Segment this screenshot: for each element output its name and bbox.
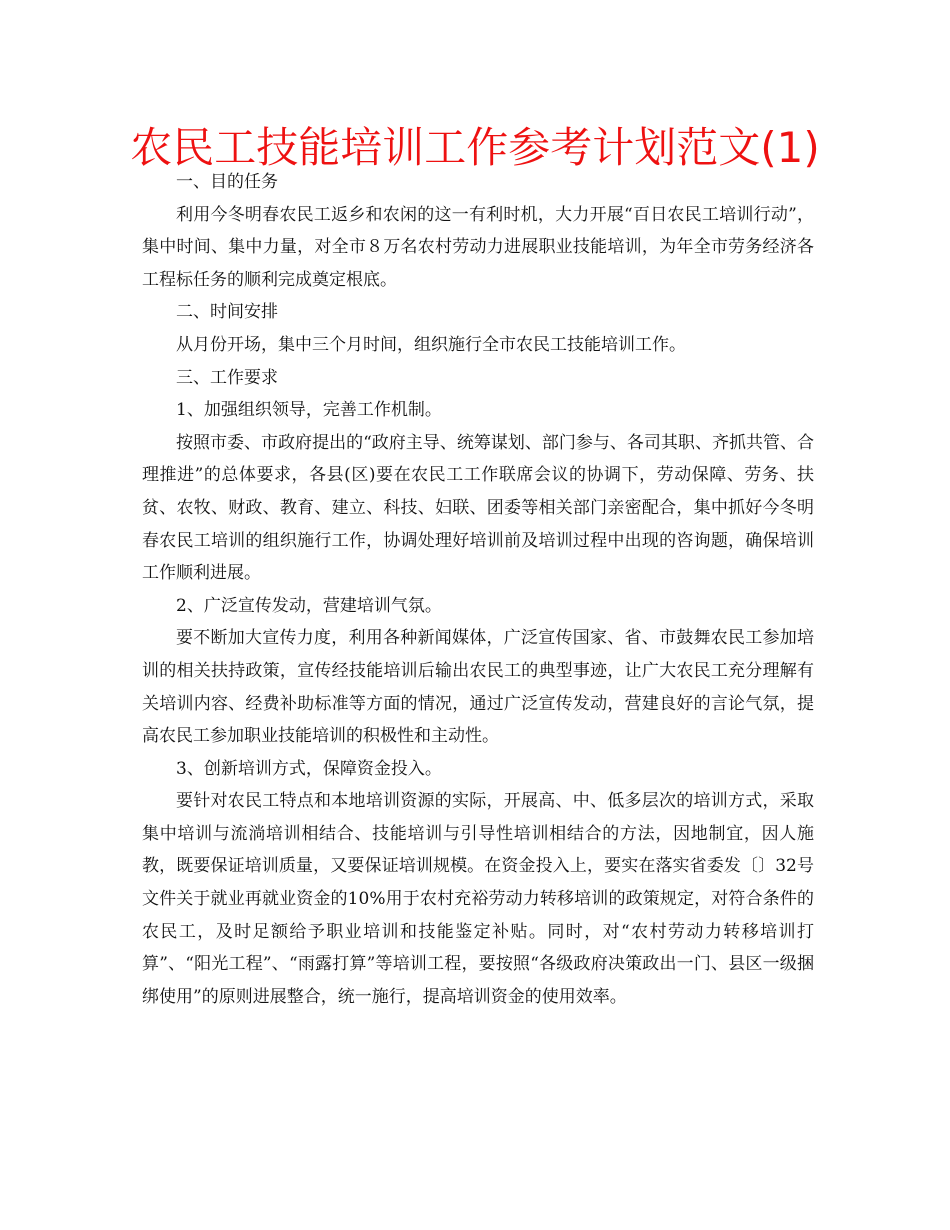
subheading-training-method: 3、创新培训方式，保障资金投入。	[176, 758, 442, 779]
paragraph-training-method: 要针对农民工特点和本地培训资源的实际，开展高、中、低多层次的培训方式，采取集中培训与流淌培训相结合、技能培训与引导性培训相结合的方法，因地制宜，因人施教，既要保证培训质量，又要保证培训规模。在资金投入上，要实在落实省委发〔〕32号文件关于就业再就业资金的10%用于农村充裕劳动力转移培训的政策规定，对符合条件的农民工，及时足额给予职业培训和技能鉴定补贴。同时，对“农村劳动力转移培训打算”、“阳光工程”、“雨露打算”等培训工程，要按照“各级政府决策政出一门、县区一级捆绑使用”的原则进展整合，统一施行，提高培训资金的使用效率。	[142, 791, 814, 1007]
paragraph-schedule: 从月份开场，集中三个月时间，组织施行全市农民工技能培训工作。	[176, 334, 686, 355]
subheading-organization: 1、加强组织领导，完善工作机制。	[176, 400, 442, 421]
paragraph-publicity: 要不断加大宣传力度，利用各种新闻媒体，广泛宣传国家、省、市鼓舞农民工参加培训的相关扶持政策，宣传经技能培训后输出农民工的典型事迹，让广大农民工充分理解有关培训内容、经费补助标准等方面的情况，通过广泛宣传发动，营建良好的言论气氛，提高农民工参加职业技能培训的积极性和主动性。	[142, 628, 814, 747]
section-heading-purpose: 一、目的任务	[176, 172, 278, 192]
subheading-publicity: 2、广泛宣传发动，营建培训气氛。	[176, 595, 442, 616]
paragraph-organization: 按照市委、市政府提出的“政府主导、统筹谋划、部门参与、各司其职、齐抓共管、合理推进”的总体要求，各县(区)要在农民工工作联席会议的协调下，劳动保障、劳务、扶贫、农牧、财政、教育、建立、科技、妇联、团委等相关部门亲密配合，集中抓好今冬明春农民工培训的组织施行工作，协调处理好培训前及培训过程中出现的咨询题，确保培训工作顺利进展。	[142, 432, 814, 584]
paragraph-purpose: 利用今冬明春农民工返乡和农闲的这一有利时机，大力开展“百日农民工培训行动”，集中时间、集中力量，对全市８万名农村劳动力进展职业技能培训，为年全市劳务经济各工程标任务的顺利完成奠定根底。	[142, 204, 814, 290]
section-heading-requirements: 三、工作要求	[176, 367, 278, 388]
section-heading-schedule: 二、时间安排	[176, 302, 278, 323]
document-title: 农民工技能培训工作参考计划范文(1)	[130, 123, 820, 172]
document-body	[142, 166, 814, 1013]
